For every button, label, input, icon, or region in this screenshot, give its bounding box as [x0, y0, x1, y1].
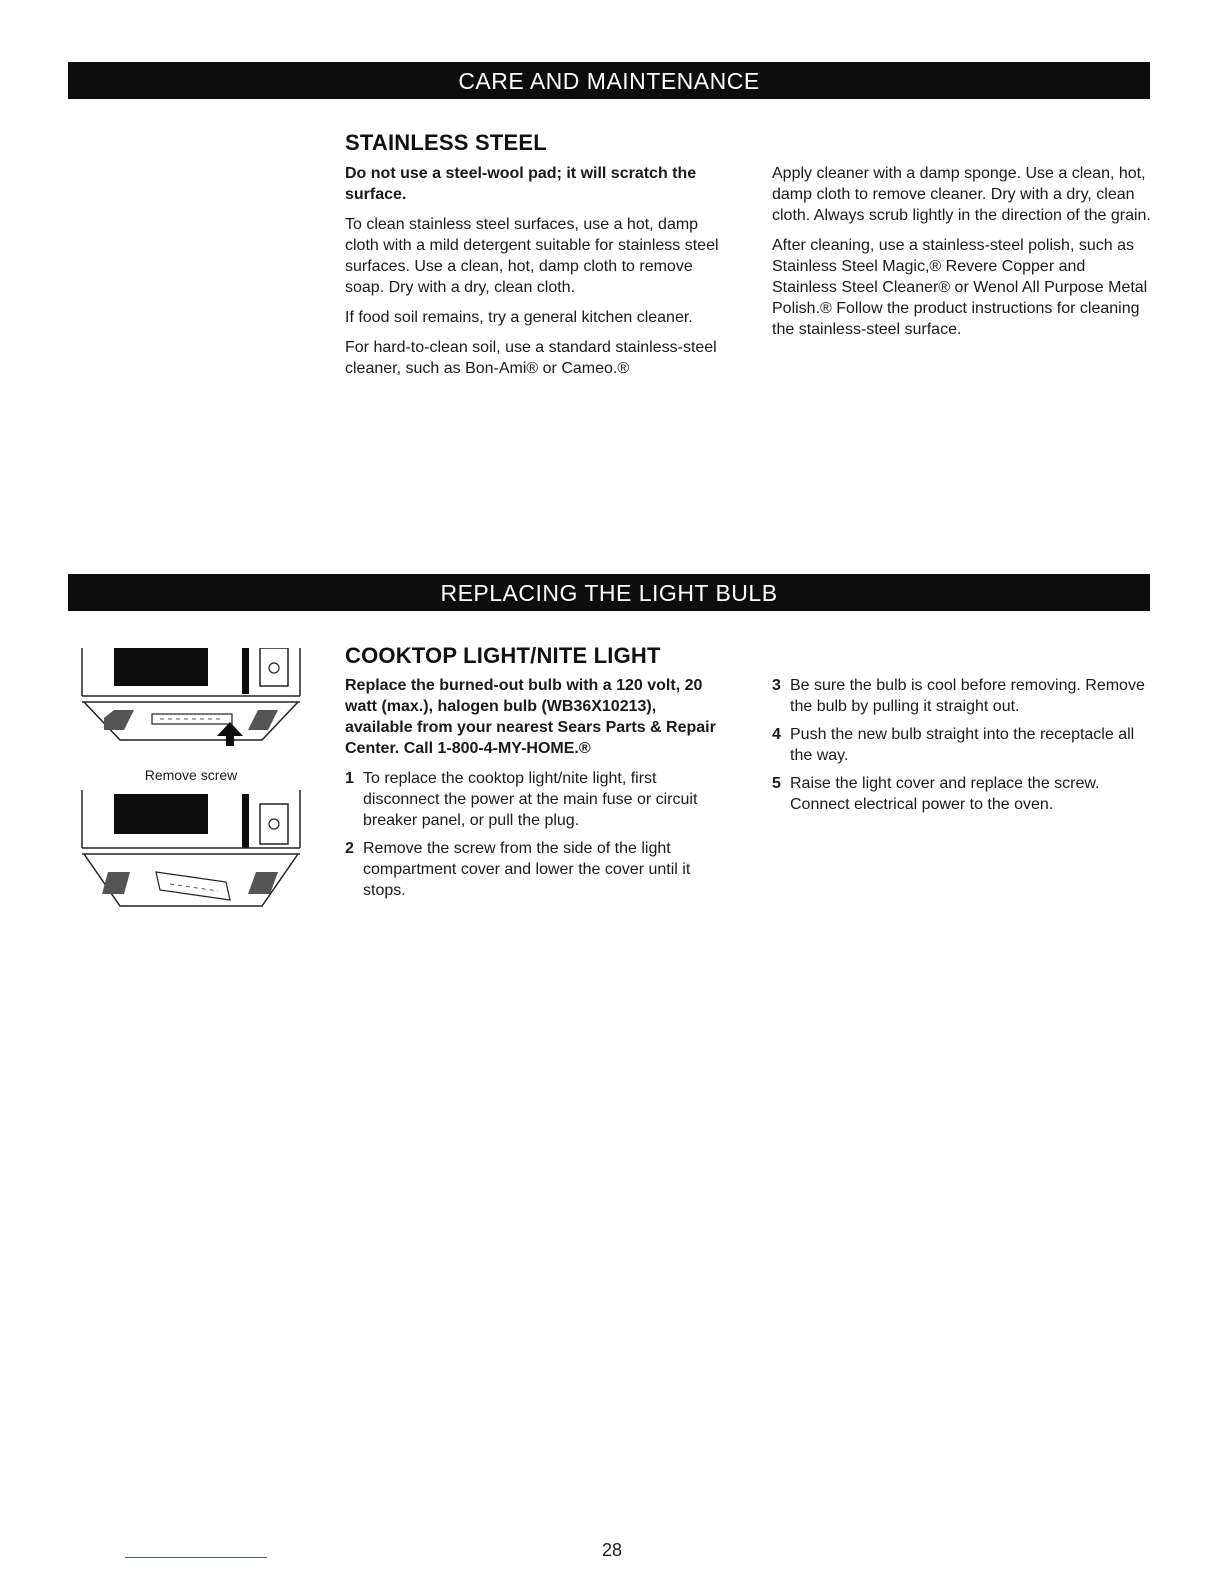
- steps-list-left: [345, 768, 725, 901]
- step-number: 4: [772, 726, 781, 743]
- stainless-paragraph-2: If food soil remains, try a general kitchen cleaner.: [345, 309, 693, 326]
- steel-wool-warning: Do not use a steel-wool pad; it will scratch the surface.: [345, 165, 697, 203]
- step-number: 3: [772, 677, 781, 694]
- cooktop-light-heading: COOKTOP LIGHT/NITE LIGHT: [345, 643, 661, 668]
- stainless-paragraph-3: For hard-to-clean soil, use a standard stainless-steel cleaner, such as Bon-Ami® or Cameo.®: [345, 339, 717, 377]
- stainless-paragraph-4: Apply cleaner with a damp sponge. Use a clean, hot, damp cloth to remove cleaner. Dry with a dry, clean cloth. Always scrub lightly in the direction of the grain.: [772, 165, 1151, 224]
- cooktop-left-column: [345, 675, 725, 908]
- step-text: Be sure the bulb is cool before removing. Remove the bulb by pulling it straight out.: [790, 677, 1145, 715]
- step-item: [772, 675, 1150, 717]
- remove-screw-caption: Remove screw: [144, 767, 238, 783]
- steps-list-right: [772, 675, 1150, 815]
- step-item: [772, 724, 1150, 766]
- step-item: [772, 773, 1150, 815]
- stainless-left-column: [345, 163, 723, 388]
- step-item: [345, 768, 725, 831]
- microwave-remove-screw-illustration: [80, 648, 302, 760]
- stainless-paragraph-5: After cleaning, use a stainless-steel polish, such as Stainless Steel Magic,® Revere Copper and Stainless Steel Cleaner® or Wenol All Purpose Metal Polish.® Follow the product instructions for cleaning the stainless-steel surface.: [772, 237, 1148, 338]
- step-text: Push the new bulb straight into the receptacle all the way.: [790, 726, 1135, 764]
- step-text: To replace the cooktop light/nite light, first disconnect the power at the main fuse or circuit breaker panel, or pull the plug.: [363, 770, 698, 829]
- step-item: [345, 838, 725, 901]
- replacing-light-bulb-banner: REPLACING THE LIGHT BULB: [68, 574, 1150, 611]
- stainless-steel-heading: STAINLESS STEEL: [345, 130, 547, 155]
- step-number: 2: [345, 840, 354, 857]
- step-number: 5: [772, 775, 781, 792]
- stainless-right-column: [772, 163, 1152, 349]
- microwave-cover-lowered-illustration: [80, 790, 302, 912]
- step-text: Remove the screw from the side of the light compartment cover and lower the cover until it stops.: [363, 840, 691, 899]
- care-maintenance-banner: CARE AND MAINTENANCE: [68, 62, 1150, 99]
- step-number: 1: [345, 770, 354, 787]
- step-text: Raise the light cover and replace the screw. Connect electrical power to the oven.: [790, 775, 1100, 813]
- bulb-spec-intro: Replace the burned-out bulb with a 120 volt, 20 watt (max.), halogen bulb (WB36X10213), available from your nearest Sears Parts & Repair Center. Call 1-800-4-MY-HOME.®: [345, 677, 716, 757]
- footer-rule: [125, 1557, 267, 1558]
- cooktop-right-column: [772, 675, 1150, 822]
- page-number: 28: [601, 1540, 623, 1560]
- stainless-paragraph-1: To clean stainless steel surfaces, use a hot, damp cloth with a mild detergent suitable for stainless steel surfaces. Use a clean, hot, damp cloth to remove soap. Dry with a dry, clean cloth.: [345, 216, 719, 296]
